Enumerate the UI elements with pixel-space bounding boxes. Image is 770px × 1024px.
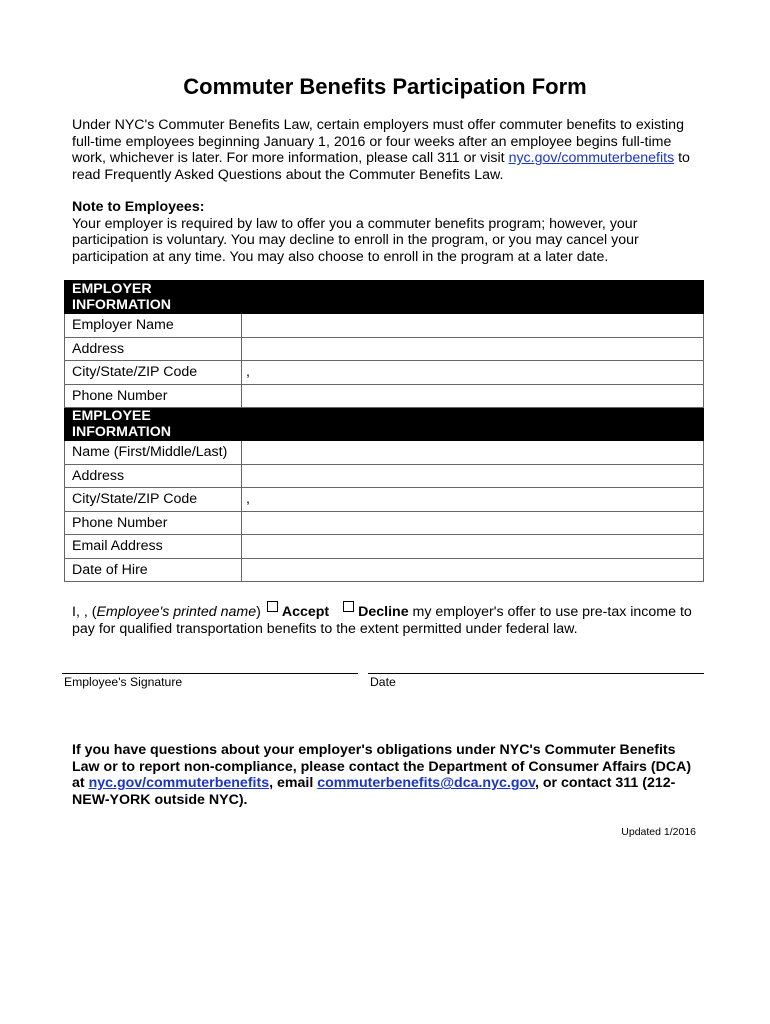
information-table [64, 280, 704, 582]
employer-phone-field[interactable] [242, 384, 704, 408]
employer-city-label: City/State/ZIP Code [65, 361, 242, 385]
signature-label: Employee's Signature [64, 675, 183, 689]
employee-header-row [65, 408, 704, 441]
employee-header-blank [242, 408, 704, 441]
employee-hire-date-label: Date of Hire [65, 558, 242, 582]
employee-hire-date-field[interactable] [242, 558, 704, 582]
accept-label: Accept [281, 604, 330, 620]
employee-name-field[interactable] [242, 441, 704, 465]
employee-city-label: City/State/ZIP Code [65, 488, 242, 512]
date-line[interactable] [368, 673, 704, 674]
consent-statement [72, 601, 702, 637]
email-link[interactable]: commuterbenefits@dca.nyc.gov [317, 775, 535, 792]
employee-phone-field[interactable] [242, 511, 704, 535]
table-row [65, 361, 704, 385]
decline-checkbox[interactable] [343, 601, 354, 612]
employee-city-field[interactable]: , [242, 488, 704, 512]
table-row [65, 488, 704, 512]
employer-address-label: Address [65, 337, 242, 361]
employee-email-field[interactable] [242, 535, 704, 559]
employee-address-field[interactable] [242, 464, 704, 488]
note-heading: Note to Employees: [72, 199, 205, 215]
employee-address-label: Address [65, 464, 242, 488]
table-row [65, 558, 704, 582]
date-label: Date [370, 675, 396, 689]
table-row [65, 441, 704, 465]
employer-header-blank [242, 281, 704, 314]
employer-header-row [65, 281, 704, 314]
employee-header: EMPLOYEE INFORMATION [65, 408, 242, 441]
employer-header: EMPLOYER INFORMATION [65, 281, 242, 314]
consent-suffix: my employer's offer to use pre-tax income to pay for qualified transportation benefits to the extent permitted under federal law. [72, 604, 692, 637]
employer-name-label: Employer Name [65, 314, 242, 338]
consent-paren: ) [256, 604, 261, 620]
contact-text-2: , email [269, 775, 318, 792]
signature-line[interactable] [62, 673, 358, 674]
note-body: Your employer is required by law to offer you a commuter benefits program; however, your participation is voluntary. You may decline to enroll in the program, or you may cancel your participation at any time. You may also choose to enroll in the program at a later date. [72, 215, 639, 265]
note-to-employees [72, 199, 702, 265]
table-row [65, 384, 704, 408]
commuter-benefits-link[interactable]: nyc.gov/commuterbenefits [508, 150, 675, 167]
contact-text-3: , or contact 311 (212-NEW-YORK outside NYC). [72, 775, 676, 808]
table-row [65, 464, 704, 488]
updated-date: Updated 1/2016 [621, 826, 696, 838]
employer-address-field[interactable] [242, 337, 704, 361]
employee-name-label: Name (First/Middle/Last) [65, 441, 242, 465]
employer-name-field[interactable] [242, 314, 704, 338]
intro-text: Under NYC's Commuter Benefits Law, certain employers must offer commuter benefits to existing full-time employees beginning January 1, 2016 or four weeks after an employee begins full-time work, whichever is later. For more information, please call 311 or visit [72, 117, 684, 167]
commuter-benefits-link-2[interactable]: nyc.gov/commuterbenefits [88, 775, 270, 792]
employee-email-label: Email Address [65, 535, 242, 559]
table-row [65, 337, 704, 361]
employer-city-field[interactable]: , [242, 361, 704, 385]
consent-prefix: I, , ( [72, 604, 97, 620]
form-title: Commuter Benefits Participation Form [183, 74, 587, 99]
employee-phone-label: Phone Number [65, 511, 242, 535]
decline-label: Decline [358, 604, 409, 620]
table-row [65, 511, 704, 535]
printed-name-hint: Employee's printed name [96, 604, 257, 620]
contact-text: If you have questions about your employer's obligations under NYC's Commuter Benefits Law or to report non-compliance, please contact the Department of Consumer Affairs (DCA) at [72, 742, 692, 792]
employer-phone-label: Phone Number [65, 384, 242, 408]
table-row [65, 535, 704, 559]
contact-paragraph [72, 742, 702, 808]
intro-paragraph [72, 117, 702, 183]
intro-text-end: to read Frequently Asked Questions about the Commuter Benefits Law. [72, 150, 690, 183]
table-row [65, 314, 704, 338]
accept-checkbox[interactable] [267, 601, 278, 612]
